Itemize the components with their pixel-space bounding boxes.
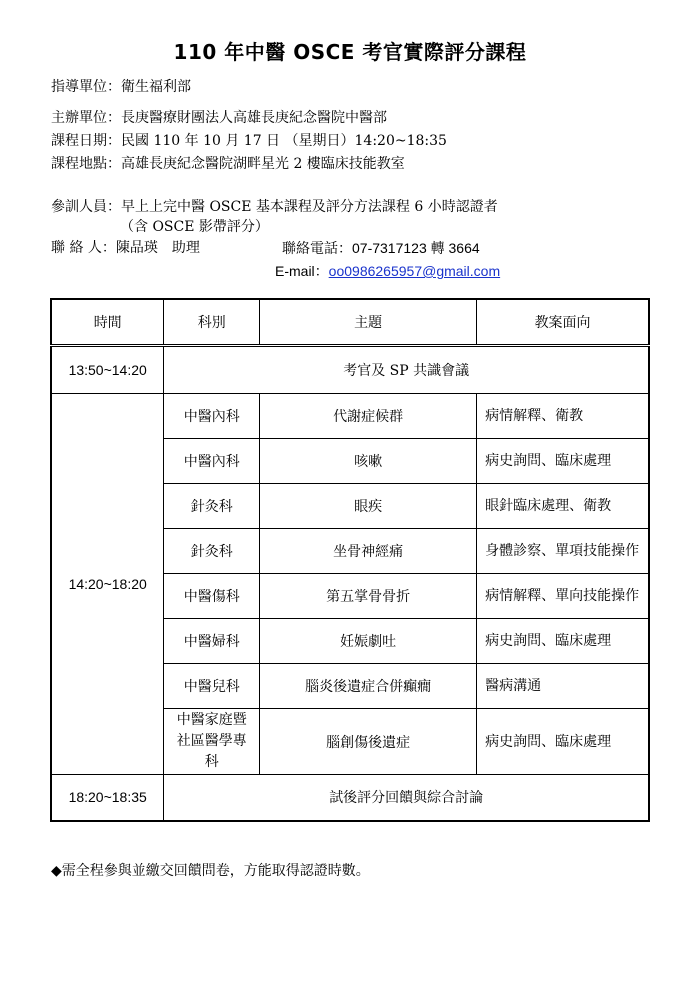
participants-label: 參訓人員： [51, 199, 121, 215]
row-dept: 針灸科 [164, 484, 260, 529]
row-topic: 眼疾 [260, 484, 477, 529]
row-aspect: 醫病溝通 [477, 664, 649, 709]
row-dept: 中醫婦科 [164, 619, 260, 664]
row-topic: 代謝症候群 [260, 394, 477, 439]
schedule-table [50, 298, 650, 822]
row-topic: 坐骨神經痛 [260, 529, 477, 574]
row-dept: 中醫傷科 [164, 574, 260, 619]
organizer-label: 主辦單位： [51, 110, 121, 126]
row-aspect: 病史詢問、臨床處理 [477, 439, 649, 484]
header-topic: 主題 [260, 299, 477, 346]
closing-time: 18:20~18:35 [51, 775, 164, 821]
contact-person [51, 238, 200, 258]
phone-label: 聯絡電話： [282, 240, 352, 256]
row-dept: 中醫內科 [164, 394, 260, 439]
participants-note: （含 OSCE 影帶評分） [120, 219, 269, 235]
row-dept: 中醫內科 [164, 439, 260, 484]
closing-row [51, 775, 649, 821]
row-dept: 針灸科 [164, 529, 260, 574]
participants [51, 197, 498, 217]
opening-row [51, 346, 649, 394]
email-link[interactable]: oo0986265957@gmail.com [328, 263, 501, 279]
guidance-value: 衛生福利部 [121, 79, 191, 95]
row-aspect: 病情解釋、單向技能操作 [477, 574, 649, 619]
row-topic: 第五掌骨骨折 [260, 574, 477, 619]
guidance-label: 指導單位： [51, 79, 121, 95]
header-time: 時間 [51, 299, 164, 346]
date-value: 民國 110 年 10 月 17 日 （星期日）14:20~18:35 [121, 133, 447, 149]
organizer-value: 長庚醫療財團法人高雄長庚紀念醫院中醫部 [121, 110, 387, 126]
row-aspect: 病史詢問、臨床處理 [477, 709, 649, 775]
main-time: 14:20~18:20 [51, 394, 164, 775]
row-aspect: 身體診察、單項技能操作 [477, 529, 649, 574]
email-label: E-mail： [275, 263, 329, 279]
header-dept: 科別 [164, 299, 260, 346]
row-dept: 中醫兒科 [164, 664, 260, 709]
contact-phone [282, 238, 480, 258]
closing-text: 試後評分回饋與綜合討論 [164, 775, 649, 821]
header-aspect: 教案面向 [477, 299, 649, 346]
course-location [51, 154, 405, 174]
guidance-unit [51, 77, 191, 97]
contact-label: 聯 絡 人： [51, 240, 116, 256]
course-date [51, 131, 447, 151]
organizer [51, 108, 387, 128]
row-aspect: 眼針臨床處理、衛教 [477, 484, 649, 529]
opening-text: 考官及 SP 共識會議 [164, 346, 649, 394]
opening-time: 13:50~14:20 [51, 346, 164, 394]
location-value: 高雄長庚紀念醫院湖畔星光 2 樓臨床技能教室 [121, 156, 405, 172]
participants-value: 早上上完中醫 OSCE 基本課程及評分方法課程 6 小時認證者 [121, 199, 498, 215]
table-row [51, 394, 649, 439]
row-topic: 咳嗽 [260, 439, 477, 484]
phone-value: 07-7317123 轉 3664 [352, 240, 480, 256]
date-label: 課程日期： [51, 133, 121, 149]
row-topic: 腦創傷後遺症 [260, 709, 477, 775]
location-label: 課程地點： [51, 156, 121, 172]
footnote: ◆需全程參與並繳交回饋問卷，方能取得認證時數。 [51, 863, 370, 879]
contact-email [275, 261, 500, 281]
row-aspect: 病史詢問、臨床處理 [477, 619, 649, 664]
page-title: 110 年中醫 OSCE 考官實際評分課程 [173, 40, 527, 64]
row-aspect: 病情解釋、衛教 [477, 394, 649, 439]
row-topic: 妊娠劇吐 [260, 619, 477, 664]
contact-value: 陳品瑛 助理 [115, 240, 200, 256]
row-dept: 中醫家庭暨社區醫學專科 [164, 709, 260, 775]
table-header-row [51, 299, 649, 346]
row-topic: 腦炎後遺症合併癲癇 [260, 664, 477, 709]
